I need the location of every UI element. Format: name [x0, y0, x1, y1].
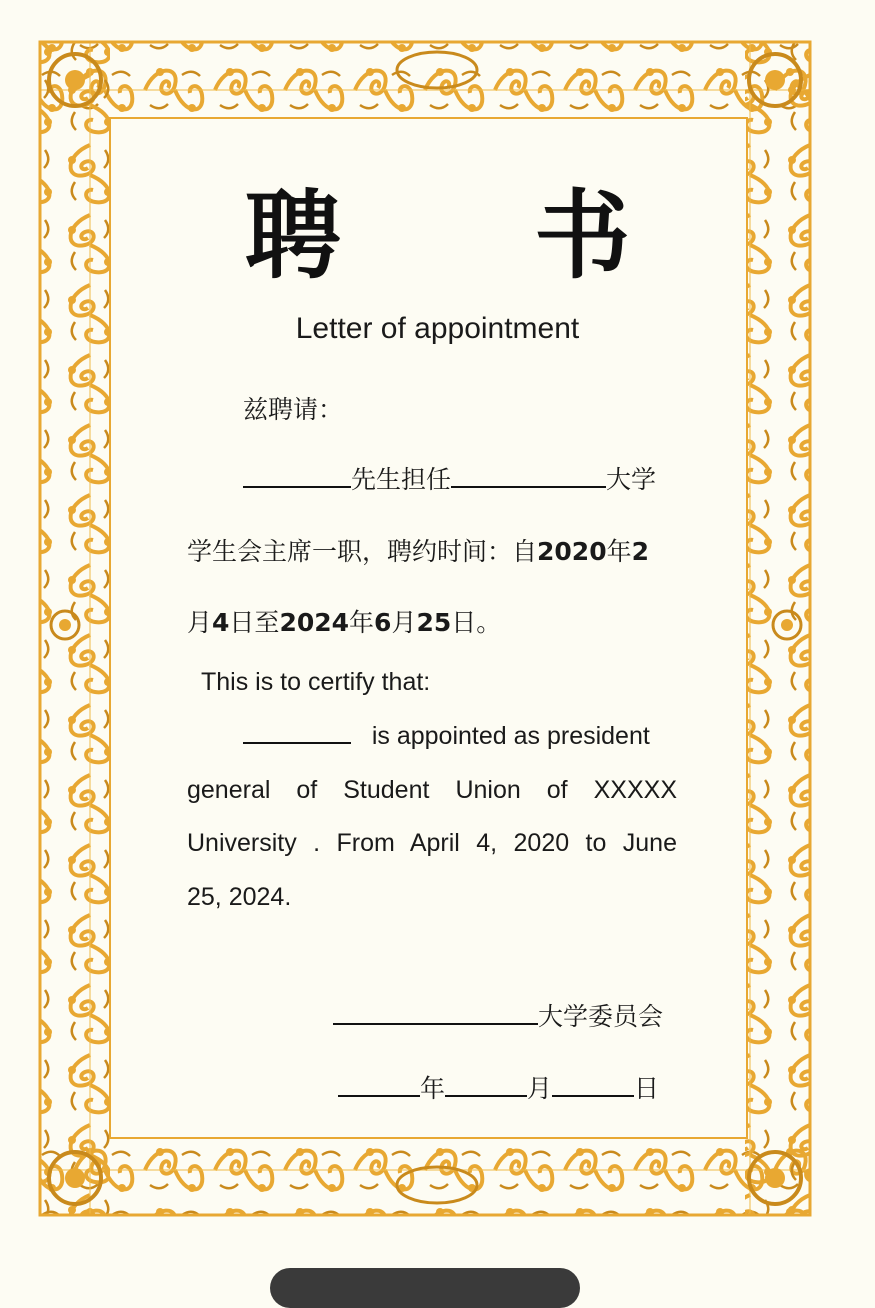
name-blank[interactable]: [243, 485, 351, 488]
cn-start-month: 2: [631, 537, 650, 566]
signature-date: [338, 1069, 659, 1105]
en-name-blank[interactable]: [243, 741, 351, 744]
signature-committee: [333, 997, 663, 1033]
month-blank[interactable]: [445, 1094, 527, 1097]
cn-line-2: [187, 532, 649, 568]
certify-line: This is to certify that:: [201, 668, 431, 696]
year-unit: 年: [420, 1074, 446, 1103]
cn-year-unit-2: 年: [349, 608, 375, 637]
cn-line1-end: 大学: [606, 465, 657, 494]
cn-end-year: 2024: [279, 608, 350, 637]
en-line-1: [243, 722, 650, 751]
cn-line3-text: 日至: [229, 608, 280, 637]
day-blank[interactable]: [552, 1094, 634, 1097]
en-line-3: University . From April 4, 2020 to June: [187, 829, 677, 857]
page-title: 聘 书: [244, 179, 711, 292]
cn-year-unit: 年: [606, 537, 632, 566]
cn-line2-text: 学生会主席一职，聘约时间：自: [187, 537, 538, 566]
cn-line-3: [187, 603, 501, 639]
en-line1-text: is appointed as president: [371, 722, 650, 750]
cn-end-day: 25: [416, 608, 452, 637]
month-unit: 月: [527, 1074, 553, 1103]
committee-label: 大学委员会: [538, 1002, 664, 1031]
cn-line-1: [243, 460, 656, 496]
home-indicator-bar: [270, 1268, 580, 1308]
year-blank[interactable]: [338, 1094, 420, 1097]
cn-line1-mid: 先生担任: [351, 465, 452, 494]
cn-line3-end: 日。: [451, 608, 502, 637]
cn-month-unit: 月: [187, 608, 213, 637]
cn-month-unit-2: 月: [391, 608, 417, 637]
en-line-4: 25, 2024.: [187, 883, 292, 911]
committee-blank[interactable]: [333, 1022, 538, 1025]
day-unit: 日: [634, 1074, 660, 1103]
cn-end-month: 6: [374, 608, 392, 637]
page-subtitle: Letter of appointment: [295, 312, 580, 345]
salutation: 兹聘请：: [243, 395, 344, 424]
en-line-2: general of Student Union of XXXXX: [187, 776, 677, 804]
cn-start-year: 2020: [537, 537, 607, 566]
university-blank[interactable]: [451, 485, 606, 488]
cn-start-day: 4: [212, 608, 230, 637]
